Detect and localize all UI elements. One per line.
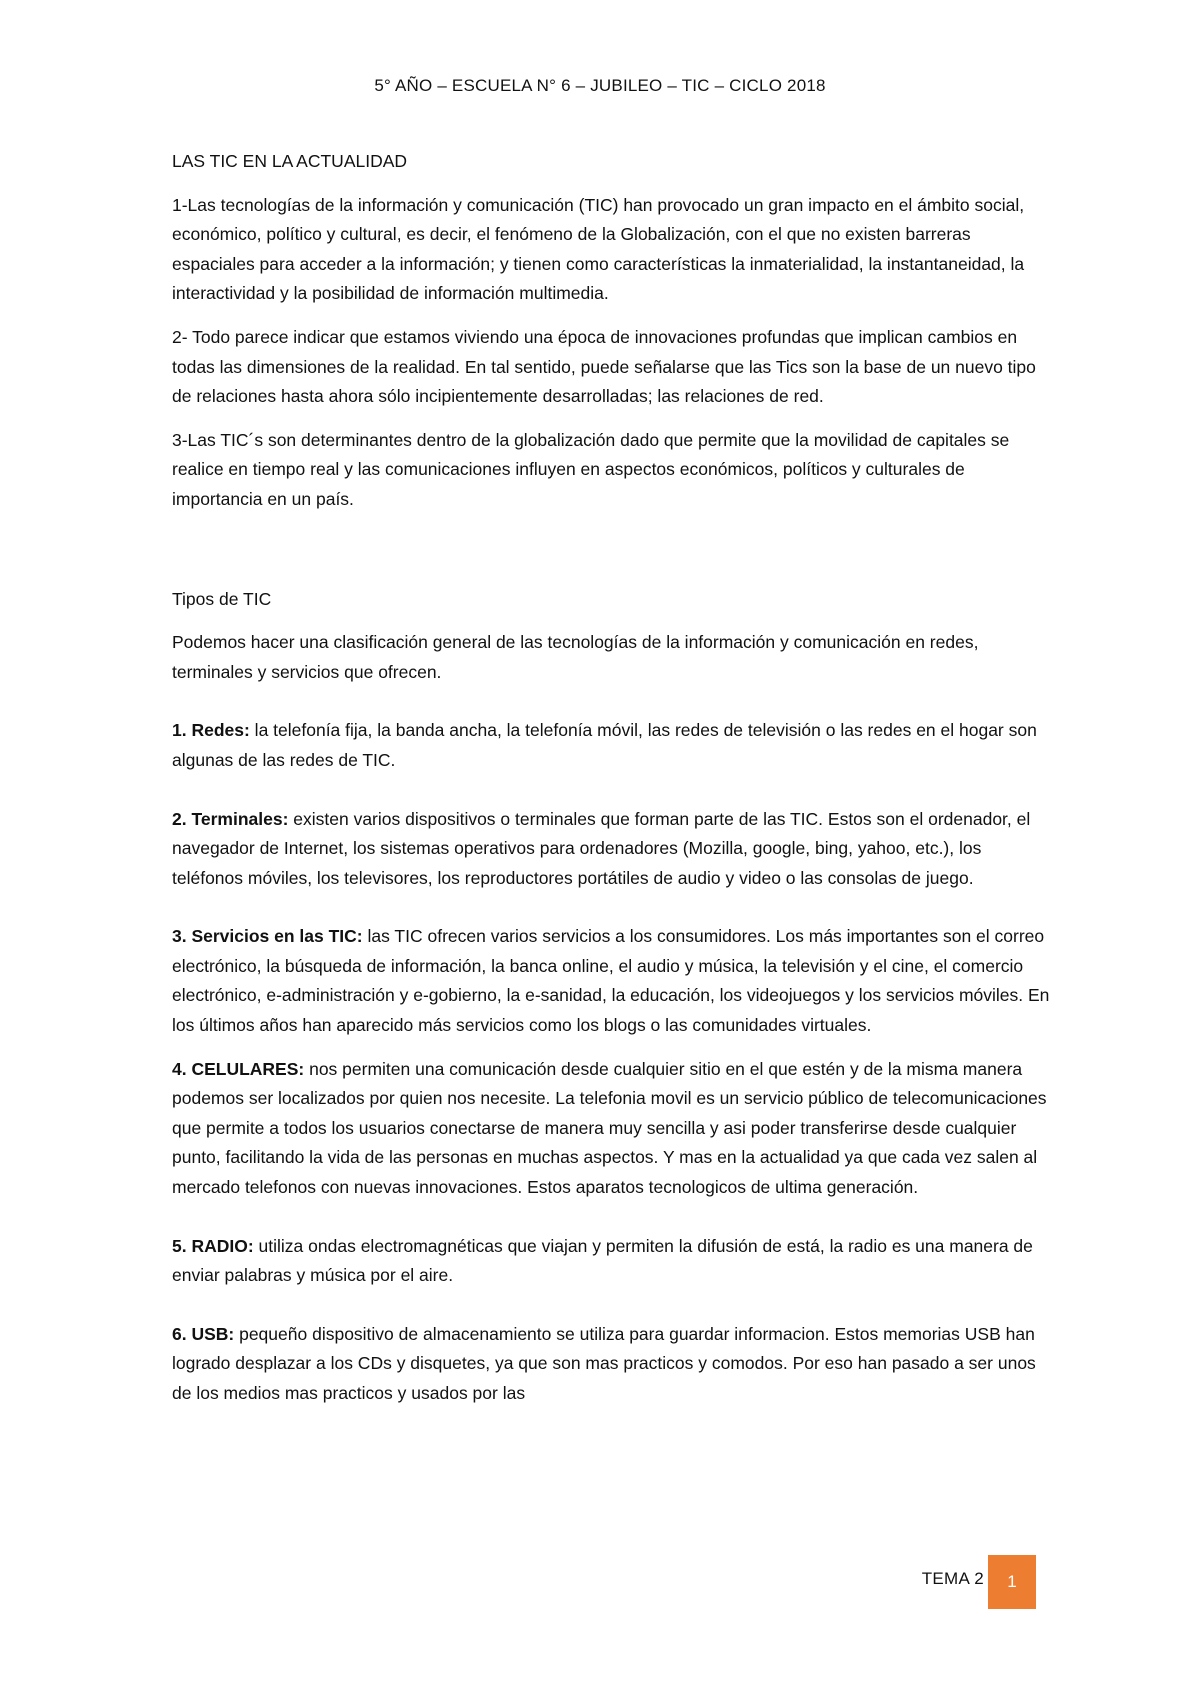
list-item-radio bbox=[172, 1232, 1052, 1291]
section-title-tipos: Tipos de TIC bbox=[172, 588, 272, 609]
list-item-text: la telefonía fija, la banda ancha, la telefonía móvil, las redes de televisión o las redes en el hogar son algunas de las redes de TIC. bbox=[172, 720, 1037, 770]
list-item-text: nos permiten una comunicación desde cualquier sitio en el que estén y de la misma manera podemos ser localizados por quien nos necesite. La telefonia movil es un servicio público de telecomunicaciones que permite a todos los usuarios conectarse de manera muy sencilla y asi poder transferirse desde cualquier punto, facilitando la vida de las personas en muchas aspectos. Y mas en la actualidad ya que cada vez salen al mercado telefonos con nuevas innovaciones. Estos aparatos tecnologicos de ultima generación. bbox=[172, 1058, 1047, 1198]
list-item-text: existen varios dispositivos o terminales que forman parte de las TIC. Estos son el ordenador, el navegador de Internet, los sistemas operativos para ordenadores (Mozilla, google, bing, yahoo, etc.), los teléfonos móviles, los televisores, los reproductores portátiles de audio y video o las consolas de juego. bbox=[172, 808, 1031, 888]
list-item-term: 5. RADIO: bbox=[172, 1235, 254, 1256]
list-item-redes bbox=[172, 716, 1052, 775]
list-item-text: utiliza ondas electromagnéticas que viajan y permiten la difusión de está, la radio es una manera de enviar palabras y música por el aire. bbox=[172, 1235, 1033, 1286]
list-item-text: pequeño dispositivo de almacenamiento se utiliza para guardar informacion. Estos memorias USB han logrado desplazar a los CDs y disquetes, ya que son mas practicos y comodos. Por eso han pasado a ser unos de los medios mas practicos y usados por las bbox=[172, 1323, 1036, 1403]
list-item-term: 4. CELULARES: bbox=[172, 1058, 305, 1079]
intro-paragraph: Podemos hacer una clasificación general de las tecnologías de la información y comunicación en redes, terminales y servicios que ofrecen. bbox=[172, 632, 979, 682]
list-item-servicios bbox=[172, 922, 1052, 1040]
footer-label: TEMA 2 bbox=[921, 1569, 984, 1588]
page-header: 5° AÑO – ESCUELA N° 6 – JUBILEO – TIC – CICLO 2018 bbox=[374, 76, 826, 95]
list-item-term: 6. USB: bbox=[172, 1323, 235, 1344]
list-item-celulares bbox=[172, 1055, 1052, 1203]
list-item-term: 2. Terminales: bbox=[172, 808, 289, 829]
page-number-badge: 1 bbox=[988, 1555, 1036, 1609]
document-body bbox=[172, 147, 1052, 1438]
list-item-term: 3. Servicios en las TIC: bbox=[172, 926, 363, 947]
section-spacer bbox=[172, 529, 1052, 585]
paragraph-1: 1-Las tecnologías de la información y comunicación (TIC) han provocado un gran impacto en el ámbito social, económico, político y cultural, es decir, el fenómeno de la Globalización, con el que no existen barreras espaciales para acceder a la información; y tienen como características la inmaterialidad, la instantaneidad, la interactividad y la posibilidad de información multimedia. bbox=[172, 194, 1025, 304]
list-item-usb bbox=[172, 1320, 1052, 1409]
page-footer bbox=[0, 1555, 1200, 1609]
list-item-text: las TIC ofrecen varios servicios a los consumidores. Los más importantes son el correo electrónico, la búsqueda de información, la banca online, el audio y música, la televisión y el cine, el comercio electrónico, e-administración y e-gobierno, la e-sanidad, la educación, los videojuegos y los servicios móviles. En los últimos años han aparecido más servicios como los blogs o las comunidades virtuales. bbox=[172, 926, 1050, 1036]
paragraph-3: 3-Las TIC´s son determinantes dentro de la globalización dado que permite que la movilidad de capitales se realice en tiempo real y las comunicaciones influyen en aspectos económicos, políticos y culturales de importancia en un país. bbox=[172, 429, 1010, 509]
list-item-terminales bbox=[172, 805, 1052, 894]
list-item-term: 1. Redes: bbox=[172, 720, 250, 741]
section-title-actualidad: LAS TIC EN LA ACTUALIDAD bbox=[172, 151, 408, 171]
paragraph-2: 2- Todo parece indicar que estamos viviendo una época de innovaciones profundas que implican cambios en todas las dimensiones de la realidad. En tal sentido, puede señalarse que las Tics son la base de un nuevo tipo de relaciones hasta ahora sólo incipientemente desarrolladas; las relaciones de red. bbox=[172, 326, 1036, 407]
